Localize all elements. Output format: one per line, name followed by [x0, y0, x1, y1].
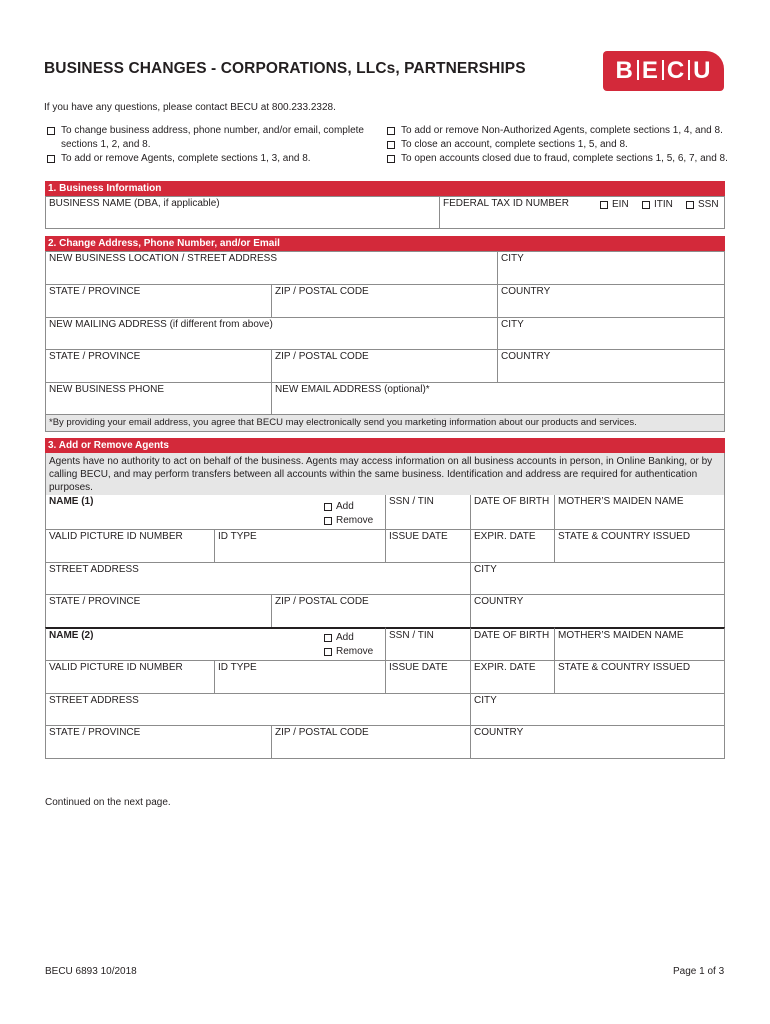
agent2-zip-field[interactable]: ZIP / POSTAL CODE — [271, 725, 471, 759]
agent1-state-country-field[interactable]: STATE & COUNTRY ISSUED — [554, 529, 725, 563]
instruction-item: To close an account, complete sections 1, 5, and 8. — [384, 138, 729, 152]
checkbox-icon[interactable] — [324, 634, 332, 642]
continued-note: Continued on the next page. — [45, 797, 171, 808]
new-city-field[interactable]: CITY — [497, 251, 725, 285]
agent2-maiden-field[interactable]: MOTHER’S MAIDEN NAME — [554, 627, 725, 661]
agent1-add-option[interactable]: Add — [324, 501, 354, 512]
email-disclaimer: *By providing your email address, you agree that BECU may electronically send you marketing information about our products and services. — [45, 414, 725, 432]
checkbox-icon[interactable] — [324, 517, 332, 525]
contact-line: If you have any questions, please contact BECU at 800.233.2328. — [44, 102, 336, 113]
form-id: BECU 6893 10/2018 — [45, 966, 137, 977]
agent2-issue-date-field[interactable]: ISSUE DATE — [385, 660, 471, 694]
agents-description: Agents have no authority to act on behalf of the business. Agents may access information on all business accounts in person, in Online Banking, or by calling BECU, and may perform transfers between all accounts within the same business. Identification and address are required for authentication purposes. — [45, 453, 725, 495]
agent2-add-option[interactable]: Add — [324, 632, 354, 643]
checkbox-icon[interactable] — [387, 141, 395, 149]
instruction-item: To change business address, phone number, and/or email, complete sections 1, 2, and 8. — [44, 124, 379, 152]
checkbox-icon[interactable] — [686, 201, 694, 209]
agent2-dob-field[interactable]: DATE OF BIRTH — [470, 627, 555, 661]
agent2-name-field[interactable]: NAME (2) — [45, 627, 386, 661]
instruction-item: To open accounts closed due to fraud, complete sections 1, 5, 6, 7, and 8. — [384, 152, 729, 166]
agent2-city-field[interactable]: CITY — [470, 693, 725, 726]
ein-option[interactable]: EIN — [600, 199, 629, 210]
agent2-picture-id-field[interactable]: VALID PICTURE ID NUMBER — [45, 660, 215, 694]
itin-option[interactable]: ITIN — [642, 199, 673, 210]
checkbox-icon[interactable] — [47, 127, 55, 135]
logo-wordmark: B E C U — [615, 57, 712, 84]
agent1-city-field[interactable]: CITY — [470, 562, 725, 595]
instruction-item: To add or remove Non-Authorized Agents, complete sections 1, 4, and 8. — [384, 124, 729, 138]
agent2-street-field[interactable]: STREET ADDRESS — [45, 693, 471, 726]
agent2-ssn-field[interactable]: SSN / TIN — [385, 627, 471, 661]
agent2-state-country-field[interactable]: STATE & COUNTRY ISSUED — [554, 660, 725, 694]
checkbox-icon[interactable] — [387, 127, 395, 135]
instruction-item: To add or remove Agents, complete sections 1, 3, and 8. — [44, 152, 379, 166]
agent2-expir-date-field[interactable]: EXPIR. DATE — [470, 660, 555, 694]
agent1-ssn-field[interactable]: SSN / TIN — [385, 495, 471, 530]
tax-id-field[interactable]: FEDERAL TAX ID NUMBER — [439, 196, 725, 229]
section-1-heading: 1. Business Information — [45, 181, 725, 196]
agent1-maiden-field[interactable]: MOTHER’S MAIDEN NAME — [554, 495, 725, 530]
mailing-zip-field[interactable]: ZIP / POSTAL CODE — [271, 349, 498, 383]
agent2-country-field[interactable]: COUNTRY — [470, 725, 725, 759]
page-number: Page 1 of 3 — [673, 966, 725, 977]
checkbox-icon[interactable] — [324, 503, 332, 511]
email-field[interactable]: NEW EMAIL ADDRESS (optional)* — [271, 382, 725, 415]
agent1-picture-id-field[interactable]: VALID PICTURE ID NUMBER — [45, 529, 215, 563]
page-title: BUSINESS CHANGES - CORPORATIONS, LLCs, PARTNERSHIPS — [44, 60, 526, 77]
agent1-state-field[interactable]: STATE / PROVINCE — [45, 594, 272, 628]
ssn-option[interactable]: SSN — [686, 199, 719, 210]
new-street-field[interactable]: NEW BUSINESS LOCATION / STREET ADDRESS — [45, 251, 498, 285]
agent1-id-type-field[interactable]: ID TYPE — [214, 529, 386, 563]
agent1-expir-date-field[interactable]: EXPIR. DATE — [470, 529, 555, 563]
new-state-field[interactable]: STATE / PROVINCE — [45, 284, 272, 318]
agent1-country-field[interactable]: COUNTRY — [470, 594, 725, 628]
agent1-remove-option[interactable]: Remove — [324, 515, 373, 526]
agent1-zip-field[interactable]: ZIP / POSTAL CODE — [271, 594, 471, 628]
instructions-left — [44, 124, 379, 166]
agent1-name-field[interactable]: NAME (1) — [45, 495, 386, 530]
checkbox-icon[interactable] — [387, 155, 395, 163]
section-3-heading: 3. Add or Remove Agents — [45, 438, 725, 453]
agent1-issue-date-field[interactable]: ISSUE DATE — [385, 529, 471, 563]
instructions-right — [384, 124, 729, 166]
checkbox-icon[interactable] — [642, 201, 650, 209]
business-phone-field[interactable]: NEW BUSINESS PHONE — [45, 382, 272, 415]
section-2-heading: 2. Change Address, Phone Number, and/or Email — [45, 236, 725, 251]
mailing-country-field[interactable]: COUNTRY — [497, 349, 725, 383]
checkbox-icon[interactable] — [600, 201, 608, 209]
agent1-dob-field[interactable]: DATE OF BIRTH — [470, 495, 555, 530]
mailing-state-field[interactable]: STATE / PROVINCE — [45, 349, 272, 383]
checkbox-icon[interactable] — [324, 648, 332, 656]
agent2-id-type-field[interactable]: ID TYPE — [214, 660, 386, 694]
checkbox-icon[interactable] — [47, 155, 55, 163]
agent1-street-field[interactable]: STREET ADDRESS — [45, 562, 471, 595]
agent2-state-field[interactable]: STATE / PROVINCE — [45, 725, 272, 759]
agent2-remove-option[interactable]: Remove — [324, 646, 373, 657]
mailing-city-field[interactable]: CITY — [497, 317, 725, 350]
new-zip-field[interactable]: ZIP / POSTAL CODE — [271, 284, 498, 318]
new-country-field[interactable]: COUNTRY — [497, 284, 725, 318]
becu-logo — [603, 51, 724, 91]
business-name-field[interactable]: BUSINESS NAME (DBA, if applicable) — [45, 196, 440, 229]
mailing-address-field[interactable]: NEW MAILING ADDRESS (if different from above) — [45, 317, 498, 350]
